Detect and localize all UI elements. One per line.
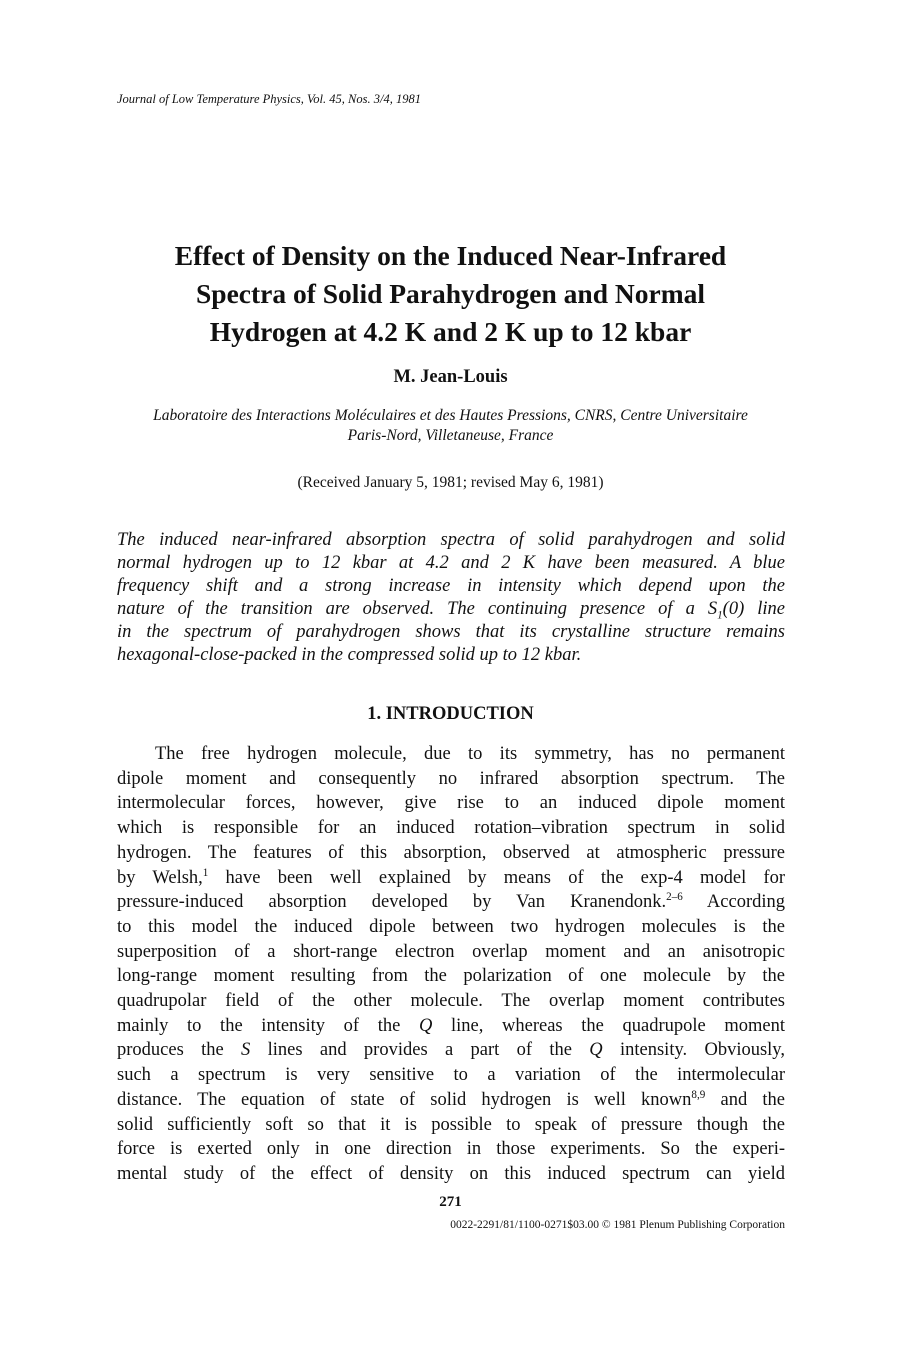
- body-text-run: pressure-induced absorption developed by Van Kranendonk.: [117, 892, 667, 913]
- body-line: such a spectrum is very sensitive to a variation of the intermolecular: [117, 1065, 785, 1086]
- abstract-text: nature of the transition are observed. The continuing presence of a S: [117, 599, 718, 619]
- title-line: Hydrogen at 4.2 K and 2 K up to 12 kbar: [209, 316, 692, 347]
- citation-ref: 1: [202, 866, 209, 879]
- body-text-run: line, whereas the quadrupole moment: [432, 1015, 785, 1036]
- received-dates: (Received January 5, 1981; revised May 6, 1981): [297, 474, 604, 491]
- abstract-line: hexagonal-close-packed in the compressed solid up to 12 kbar.: [117, 645, 582, 665]
- body-line: long-range moment resulting from the polarization of one molecule by the: [117, 966, 785, 987]
- symbol-s: S: [241, 1040, 251, 1061]
- body-text-run: and the: [705, 1089, 785, 1110]
- body-line: [117, 890, 785, 915]
- abstract-line: normal hydrogen up to 12 kbar at 4.2 and 2 K have been measured. A blue: [117, 553, 785, 573]
- abstract: [117, 529, 785, 667]
- body-line: The free hydrogen molecule, due to its symmetry, has no permanent: [155, 744, 785, 764]
- affiliation-line: Paris-Nord, Villetaneuse, France: [347, 427, 554, 444]
- body-text: [117, 742, 785, 1187]
- body-line: [117, 1014, 785, 1039]
- body-text-run: distance. The equation of state of solid hydrogen is well known: [117, 1089, 692, 1110]
- title-line: Effect of Density on the Induced Near-Infrared: [174, 240, 727, 271]
- abstract-line: [117, 598, 785, 621]
- body-line: [117, 1038, 785, 1063]
- body-line: hydrogen. The features of this absorption, observed at atmospheric pressure: [117, 842, 785, 863]
- body-text-run: by Welsh,: [117, 867, 203, 888]
- body-line: superposition of a short-range electron overlap moment and an anisotropic: [117, 941, 785, 962]
- citation-ref: 2–6: [666, 891, 683, 904]
- body-text-run: lines and provides a part of the: [250, 1040, 590, 1061]
- body-line: dipole moment and consequently no infrared absorption spectrum. The: [117, 768, 785, 789]
- symbol-q: Q: [418, 1015, 433, 1036]
- body-text-run: produces the: [117, 1040, 242, 1061]
- body-line: which is responsible for an induced rotation–vibration spectrum in solid: [117, 818, 785, 839]
- abstract-line: The induced near-infrared absorption spectra of solid parahydrogen and solid: [117, 530, 785, 550]
- body-line: mental study of the effect of density on this induced spectrum can yield: [117, 1163, 785, 1184]
- body-line: quadrupolar field of the other molecule. The overlap moment contributes: [117, 991, 785, 1012]
- body-line: [117, 866, 785, 891]
- body-line: intermolecular forces, however, give rise to an induced dipole moment: [117, 793, 785, 814]
- body-line: solid sufficiently soft so that it is possible to speak of pressure though the: [117, 1114, 785, 1135]
- page-number: 271: [439, 1194, 462, 1210]
- abstract-line: in the spectrum of parahydrogen shows that its crystalline structure remains: [117, 622, 785, 642]
- body-line: to this model the induced dipole between two hydrogen molecules is the: [117, 916, 785, 937]
- abstract-text: (0) line: [722, 599, 785, 619]
- body-text-run: intensity. Obviously,: [602, 1040, 785, 1061]
- section-heading: 1. INTRODUCTION: [367, 704, 534, 724]
- body-text-run: According: [682, 892, 786, 913]
- author-name: M. Jean-Louis: [393, 367, 508, 387]
- copyright-line: 0022-2291/81/1100-0271$03.00 © 1981 Plenum Publishing Corporation: [450, 1219, 785, 1231]
- body-line: force is exerted only in one direction in those experiments. So the experi-: [117, 1139, 785, 1160]
- journal-citation: Journal of Low Temperature Physics, Vol. 45, Nos. 3/4, 1981: [117, 92, 421, 106]
- body-text-run: have been well explained by means of the exp-4 model for: [208, 867, 785, 888]
- abstract-line: frequency shift and a strong increase in intensity which depend upon the: [117, 576, 785, 596]
- body-line: [117, 1088, 785, 1113]
- subscript: 1: [717, 609, 723, 622]
- symbol-q: Q: [589, 1040, 603, 1061]
- affiliation-line: Laboratoire des Interactions Moléculaires et des Hautes Pressions, CNRS, Centre Universitaire: [153, 407, 748, 424]
- author-affiliation: [100, 406, 801, 446]
- body-text-run: mainly to the intensity of the: [117, 1015, 419, 1036]
- paper-title: [100, 237, 801, 351]
- citation-ref: 8,9: [691, 1088, 706, 1101]
- title-line: Spectra of Solid Parahydrogen and Normal: [195, 278, 706, 309]
